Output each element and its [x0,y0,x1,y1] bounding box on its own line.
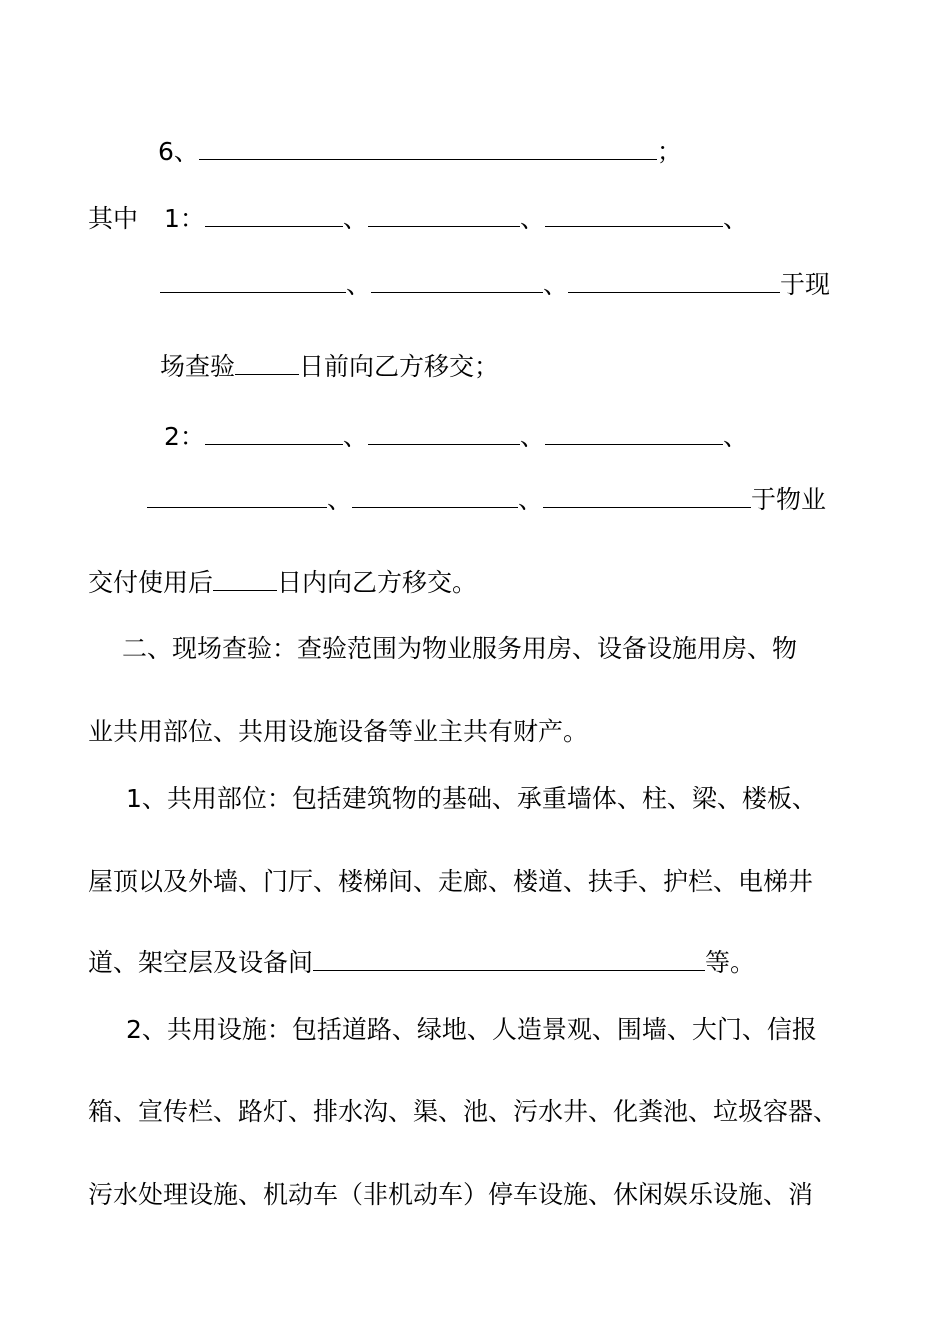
list-2-continued-line [147,483,826,517]
list-2-deadline-line [88,566,477,600]
text-after-blank: 日前向乙方移交； [299,352,500,381]
separator: 、 [519,204,545,233]
separator: 、 [722,422,748,451]
paragraph-line: 1、共用部位：包括建筑物的基础、承重墙体、柱、梁、楼板、 [126,784,817,813]
fill-blank[interactable] [160,268,346,293]
list-1-continued-line [160,268,830,302]
trailing-text: 于现 [780,270,831,299]
fill-blank[interactable] [545,420,723,445]
trailing-text: 于物业 [751,485,827,514]
text-before-blank: 场查验 [160,352,236,381]
separator: 、 [342,204,368,233]
text-after-blank: 等。 [705,948,756,977]
section-2-heading-line: 二、现场查验：查验范围为物业服务用房、设备设施用房、物 [122,634,798,663]
item-number: 2： [164,422,205,451]
fill-blank[interactable] [205,420,343,445]
fill-blank[interactable] [199,135,657,160]
semicolon: ； [656,137,682,166]
item-number: 6、 [158,137,199,166]
paragraph-line: 业共用部位、共用设施设备等业主共有财产。 [88,717,589,746]
text-after-blank: 日内向乙方移交。 [277,568,478,597]
fill-blank[interactable] [568,268,780,293]
paragraph-line: 屋顶以及外墙、门厅、楼梯间、走廊、楼道、扶手、护栏、电梯井 [88,867,814,896]
fill-blank[interactable] [205,202,343,227]
list-1-line [88,202,748,236]
fill-blank[interactable] [313,946,705,971]
fill-blank[interactable] [352,483,518,508]
separator: 、 [519,422,545,451]
list-2-line [164,420,748,454]
separator: 、 [543,270,569,299]
item-number: 1： [164,204,205,233]
separator: 、 [722,204,748,233]
fill-blank[interactable] [543,483,751,508]
lead-text: 其中 [88,204,139,233]
paragraph-line: 2、共用设施：包括道路、绿地、人造景观、围墙、大门、信报 [126,1015,817,1044]
fill-blank[interactable] [371,268,543,293]
separator: 、 [518,485,544,514]
list-1-deadline-line [160,350,499,384]
paragraph-line: 箱、宣传栏、路灯、排水沟、渠、池、污水井、化粪池、垃圾容器、 [88,1097,839,1126]
separator: 、 [327,485,353,514]
paragraph-line: 污水处理设施、机动车（非机动车）停车设施、休闲娱乐设施、消 [88,1180,814,1209]
separator: 、 [342,422,368,451]
text-before-blank: 交付使用后 [88,568,214,597]
text-before-blank: 道、架空层及设备间 [88,948,314,977]
separator: 、 [346,270,372,299]
item-6-line [158,135,682,169]
equipment-room-line [88,946,755,980]
days-blank[interactable] [213,566,277,591]
days-blank[interactable] [235,350,299,375]
fill-blank[interactable] [368,202,520,227]
fill-blank[interactable] [545,202,723,227]
fill-blank[interactable] [368,420,520,445]
fill-blank[interactable] [147,483,327,508]
